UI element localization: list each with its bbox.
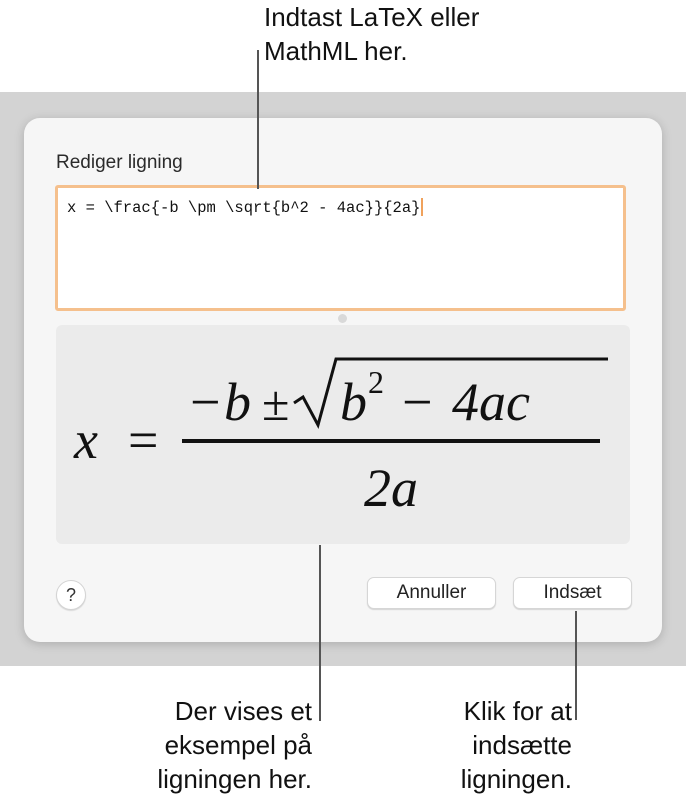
callout-insert-line1: Klik for at [463, 696, 572, 726]
formula-radicand-rest: 4ac [452, 372, 530, 432]
callout-insert-line3: ligningen. [460, 764, 572, 794]
callout-preview-line1: Der vises et [174, 696, 312, 726]
resize-handle[interactable] [338, 314, 347, 323]
formula-radicand-b: b [340, 372, 367, 432]
callout-editor [264, 0, 479, 68]
formula-numerator-minus: − [190, 372, 221, 432]
callout-preview [110, 694, 312, 796]
formula-radicand-minus: − [402, 372, 433, 432]
equation-input[interactable] [55, 185, 626, 311]
equation-preview [56, 325, 630, 544]
formula-equals: = [128, 410, 159, 470]
callout-preview-line3: ligningen her. [157, 764, 312, 794]
callout-editor-line2: MathML her. [264, 36, 408, 66]
callout-preview-line2: eksempel på [164, 730, 312, 760]
formula-lhs: x [74, 410, 98, 470]
equation-source-text: x = \frac{-b \pm \sqrt{b^2 - 4ac}}{2a} [67, 199, 421, 217]
formula-denominator: 2a [364, 458, 418, 518]
edit-equation-dialog [24, 118, 662, 642]
fraction-bar [182, 439, 600, 443]
dialog-title: Rediger ligning [56, 152, 183, 173]
formula-plus-minus: ± [262, 375, 290, 431]
insert-button[interactable]: Indsæt [513, 577, 632, 609]
formula-render [56, 325, 630, 544]
callout-line-insert [575, 611, 577, 720]
callout-line-preview [319, 545, 321, 721]
callout-insert-line2: indsætte [472, 730, 572, 760]
help-button[interactable]: ? [56, 580, 86, 610]
callout-insert [438, 694, 572, 796]
formula-numerator-b: b [224, 372, 251, 432]
formula-exponent: 2 [368, 364, 384, 400]
callout-editor-line1: Indtast LaTeX eller [264, 2, 480, 32]
callout-line-editor [257, 50, 259, 189]
cancel-button[interactable]: Annuller [367, 577, 496, 609]
text-caret [421, 198, 423, 216]
